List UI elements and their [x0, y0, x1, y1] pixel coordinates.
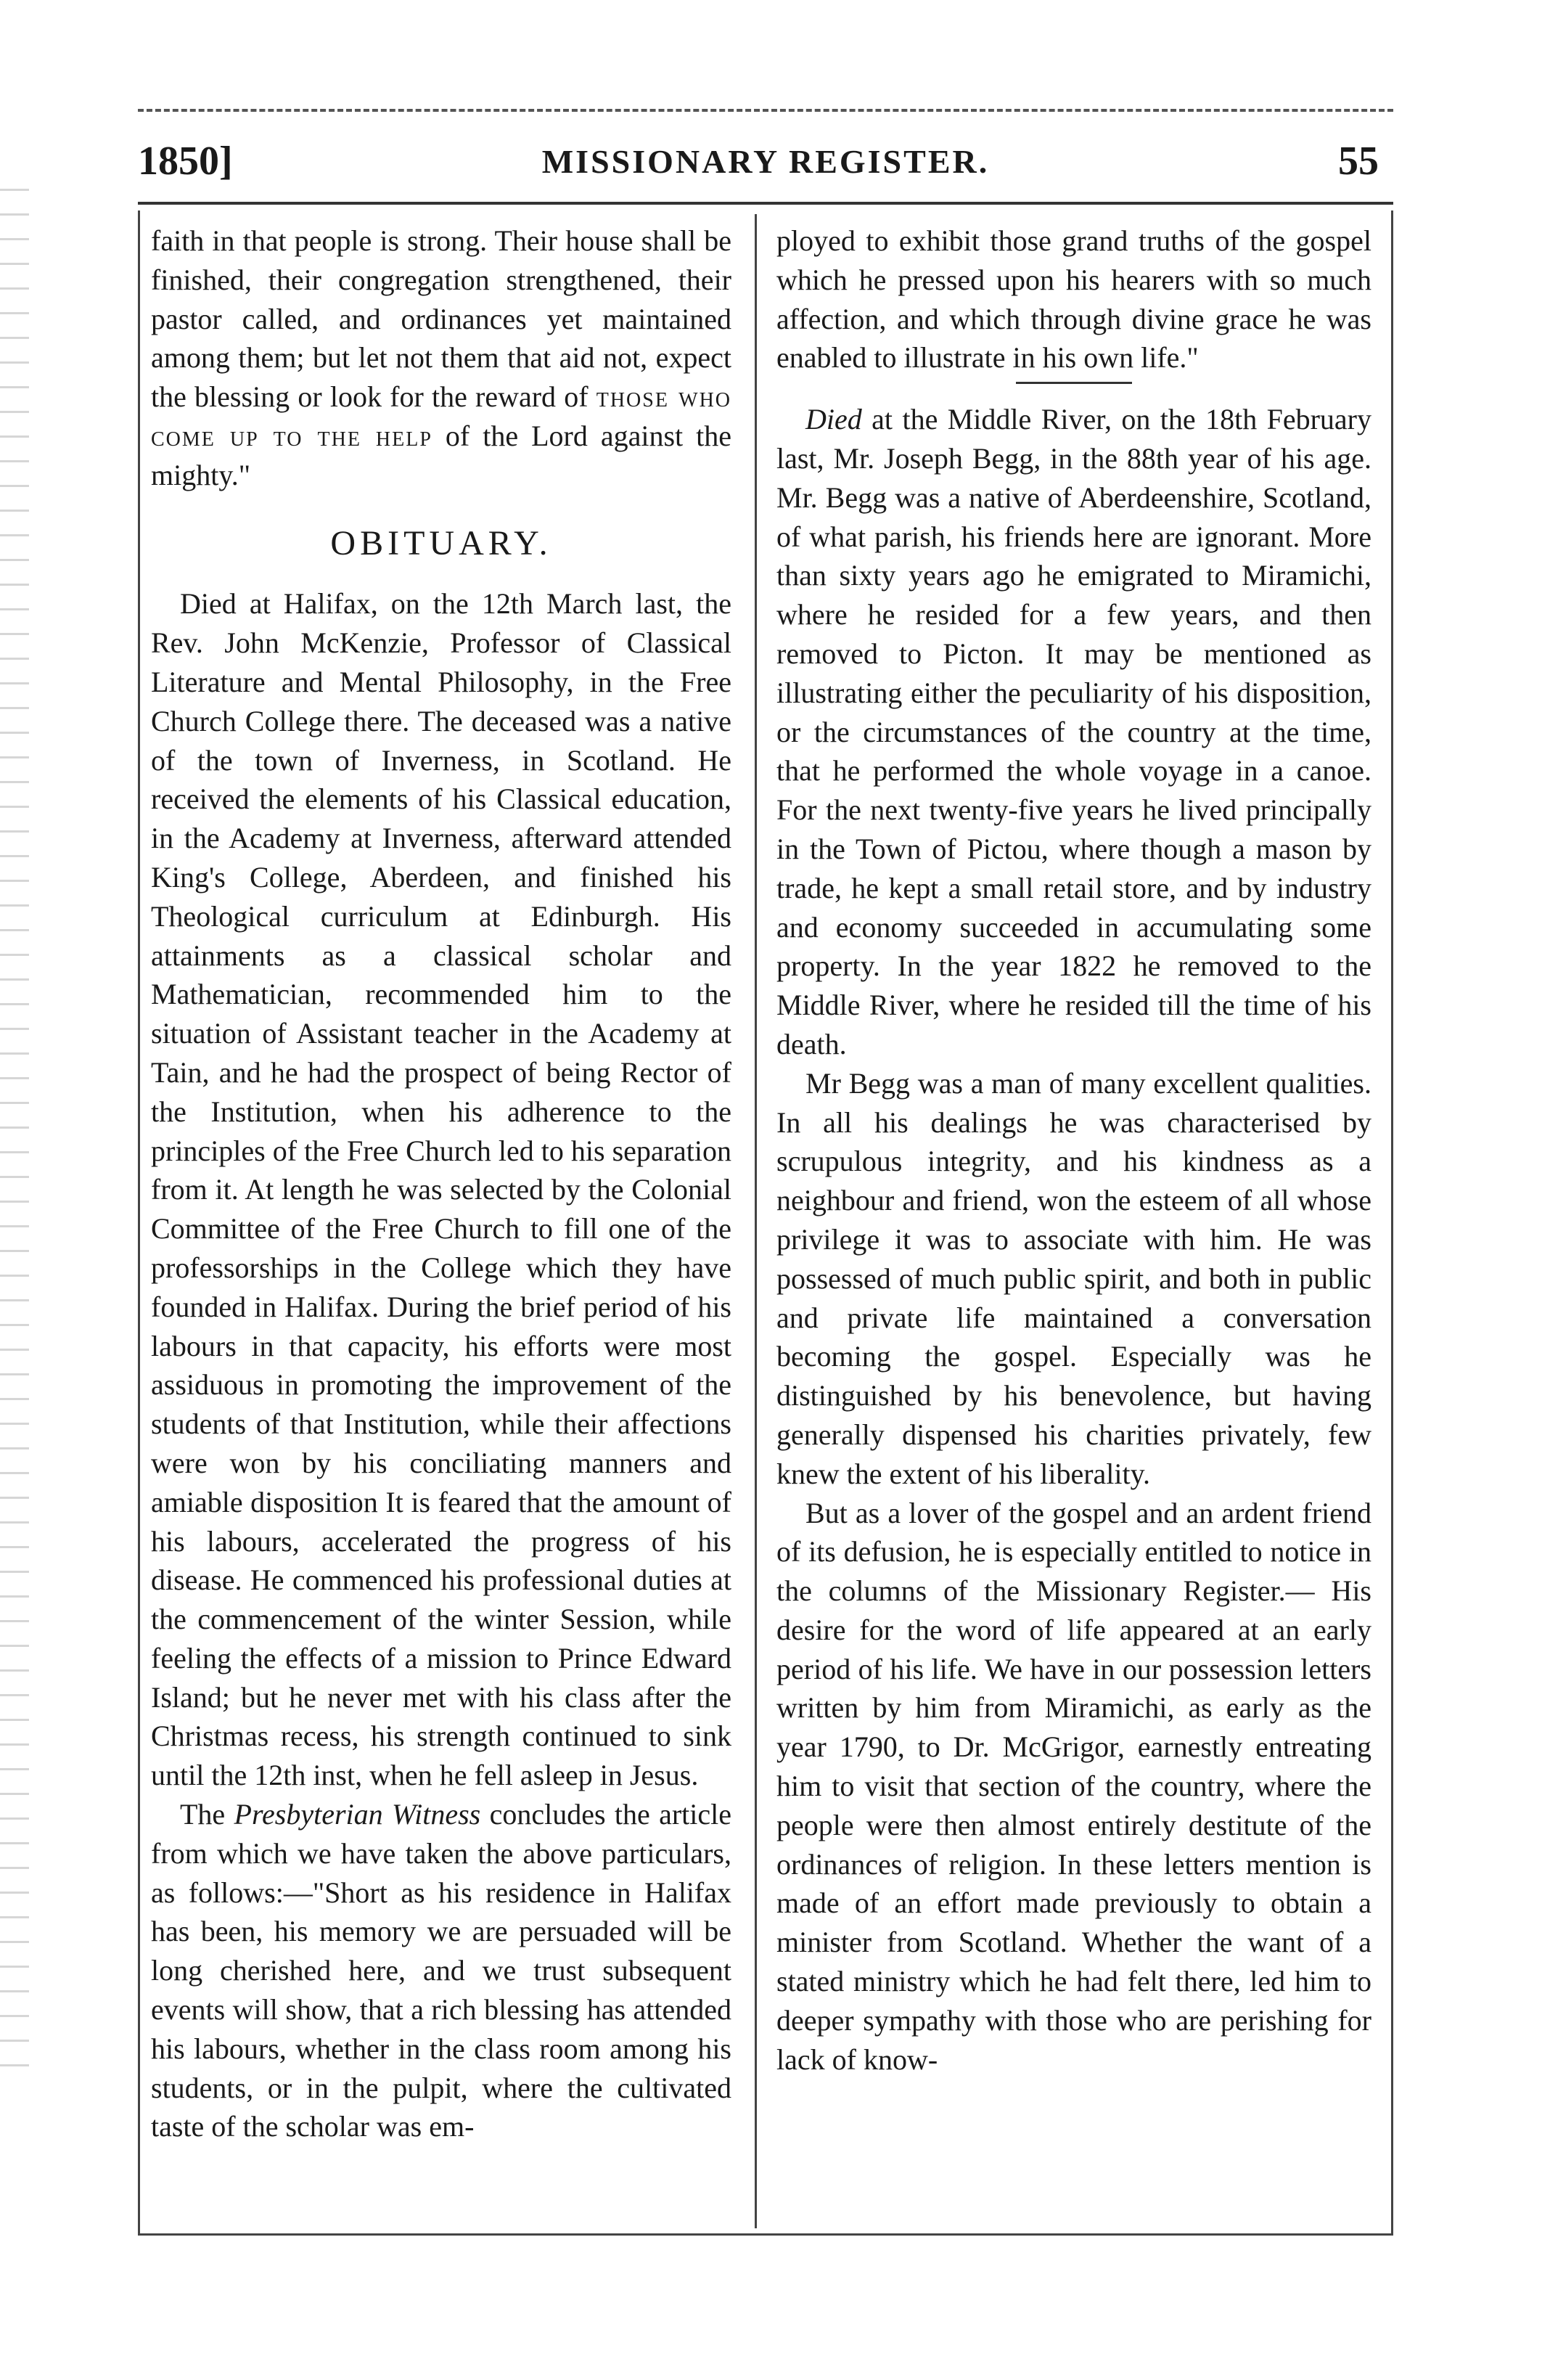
header-year: 1850] [138, 139, 233, 184]
top-rule [138, 109, 1393, 112]
right-column [776, 221, 1371, 2079]
page [138, 109, 1393, 2286]
begg-qualities-paragraph: Mr Begg was a man of many excellent qualities. In all his dealings he was characterised by scrupulous integrity, and his kindness as a neighbour and friend, won the esteem of all whose privilege it was to associate with him. He was possessed of much public spirit, and both in public and private life maintained a conversation becoming the gospel. Especially was he distinguished by his benevolence, but having generally dispensed his charities privately, few knew the extent of his liberality. [776, 1066, 1371, 1490]
header-page-number: 55 [1338, 139, 1379, 184]
right-continuation-paragraph: ployed to exhibit those grand truths of the gospel which he pressed upon his hearers with so much affection, and which through divine grace he was enabled to illustrate in his own life." [776, 224, 1371, 375]
left-intro-paragraph: faith in that people is strong. Their house shall be finished, their congregation strengthened, their pastor called, and ordinances yet maintained among them; but let not them that aid not, expect the blessing or look for the reward of those who come up to the help of the Lord against the mighty." [151, 224, 732, 491]
header-rule [138, 202, 1393, 205]
begg-gospel-paragraph: But as a lover of the gospel and an ardent friend of its defusion, he is especially entitled to notice in the columns of the Missionary Register.— His desire for the word of life appeared at an early period of his life. We have in our possession letters written by him from Miramichi, as early as the year 1790, to Dr. McGrigor, earnestly entreating him to visit that section of the country, where the people were then almost entirely destitute of the ordinances of religion. In these letters mention is made of an effort made previously to obtain a minister from Scotland. Whether the want of a stated ministry which he had felt there, led him to deeper sympathy with those who are perishing for lack of know- [776, 1496, 1371, 2076]
obituary-mckenzie-paragraph: Died at Halifax, on the 12th March last, the Rev. John McKenzie, Professor of Classical Literature and Mental Philosophy, in the Free Church College there. The deceased was a native of the town of Inverness, in Scotland. He received the elements of his Classical education, in the Academy at Inverness, afterward attended King's College, Aberdeen, and finished his Theological curriculum at Edinburgh. His attainments as a classical scholar and Mathematician, recommended him to the situation of Assistant teacher in the Academy at Tain, and he had the prospect of being Rector of the Institution, when his adherence to the principles of the Free Church led to his separation from it. At length he was selected by the Colonial Committee of the Free Church to fill one of the professorships in the College which they have founded in Halifax. During the brief period of his labours in that capacity, his efforts were most assiduous in promoting the improvement of the students of that Institution, while their affections were won by his conciliating manners and amiable disposition It is feared that the amount of his labours, accelerated the progress of his disease. He commenced his professional duties at the commencement of the winter Session, while feeling the effects of a mission to Prince Edward Island; but he never met with his class after the Christmas recess, his strength continued to sink until the 12th inst, when he fell asleep in Jesus. [151, 587, 731, 1792]
left-column [151, 221, 731, 2146]
header-title: MISSIONARY REGISTER. [541, 143, 990, 180]
obituary-heading: OBITUARY. [330, 523, 552, 563]
running-header [138, 138, 1393, 196]
section-rule [1016, 382, 1132, 384]
scan-edge-artifact [0, 189, 29, 2076]
obituary-begg-paragraph: Died at the Middle River, on the 18th February last, Mr. Joseph Begg, in the 88th year of his age. Mr. Begg was a native of Aberdeenshire, Scotland, of what parish, his friends here are ignorant. More than sixty years ago he emigrated to Miramichi, where he resided for a few years, and then removed to Picton. It may be mentioned as illustrating either the peculiarity of his disposition, or the circumstances of the country at the time, that he performed the whole voyage in a canoe. For the next twenty-five years he lived principally in the Town of Pictou, where though a mason by trade, he kept a small retail store, and by industry and economy succeeded in accumulating some property. In the year 1822 he removed to the Middle River, where he resided till the time of his death. [776, 403, 1371, 1060]
column-divider [755, 214, 757, 2228]
obituary-quote-paragraph: The Presbyterian Witness concludes the article from which we have taken the above particulars, as follows:—"Short as his residence in Halifax has been, his memory we are persuaded will be long cherished here, and we trust subsequent events will show, that a rich blessing has attended his labours, whether in the class room among his students, or in the pulpit, where the cultivated taste of the scholar was em- [151, 1798, 732, 2143]
